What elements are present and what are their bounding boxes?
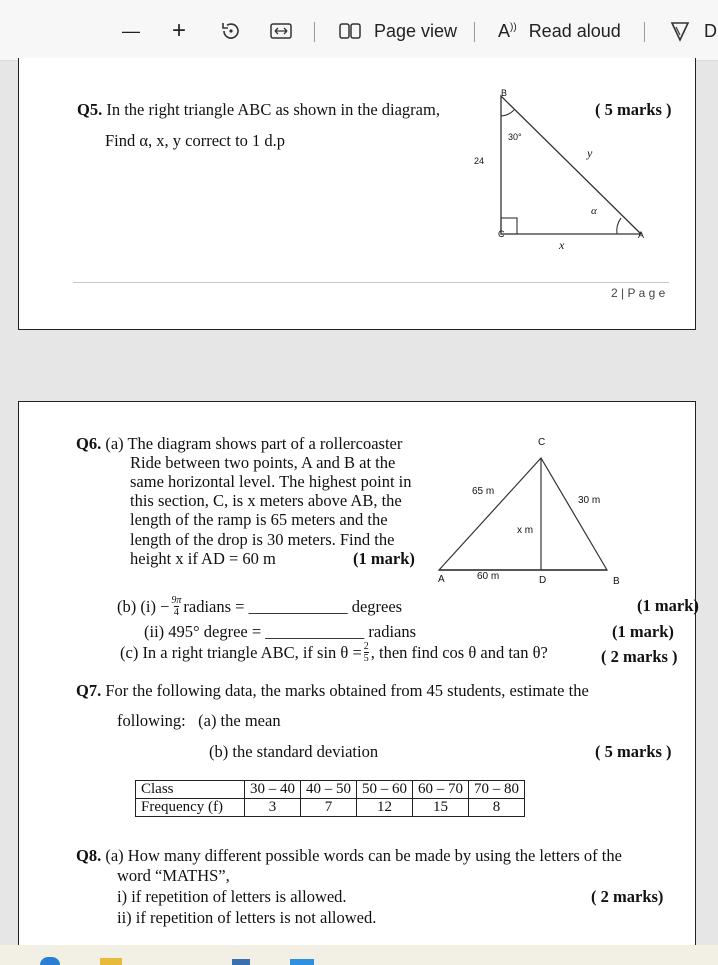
document-page-2 <box>18 58 696 330</box>
q6b-i: (b) (i) − $\frac{9\pi}{4}$ radians = ____________ degrees <box>117 595 403 618</box>
q5-line2: Find α, x, y correct to 1 d.p <box>105 131 286 150</box>
table-cell: 50 – 60 <box>357 781 413 799</box>
q5-marks: ( 5 marks ) <box>595 100 672 119</box>
q8-i: i) if repetition of letters is allowed. <box>117 887 347 906</box>
q7-line3: (b) the standard deviation <box>209 742 379 761</box>
table-cell: 60 – 70 <box>413 781 469 799</box>
point-d-label: D <box>539 575 547 586</box>
q6b-ii-marks: (1 mark) <box>612 622 674 641</box>
q6-line-3: same horizontal level. The highest point in <box>130 472 412 491</box>
side-ab-label: y <box>587 146 593 160</box>
taskbar <box>0 945 718 965</box>
page-view-button[interactable] <box>338 18 457 44</box>
table-cell: 15 <box>413 799 469 817</box>
draw-icon <box>670 20 690 42</box>
q6-line-6: length of the drop is 30 meters. Find the <box>130 530 395 549</box>
table-cell: 30 – 40 <box>245 781 301 799</box>
table-cell: Frequency (f) <box>136 799 245 817</box>
q6b-ii: (ii) 495° degree = ____________ radians <box>144 622 417 641</box>
read-aloud-button[interactable] <box>498 18 621 44</box>
side-bc-label: 24 <box>474 156 485 166</box>
reader-toolbar <box>0 0 718 61</box>
footer-divider <box>73 282 669 283</box>
angle-b-label: 30° <box>508 132 522 142</box>
draw-button[interactable] <box>670 18 717 44</box>
fit-width-icon <box>270 22 292 40</box>
side-ca-label: x <box>559 238 565 252</box>
q8-line2: word “MATHS”, <box>117 866 230 885</box>
fraction-9pi-4: $\frac{9\pi}{4}$ <box>171 595 182 618</box>
table-cell: 40 – 50 <box>301 781 357 799</box>
q6a-marks: (1 mark) <box>353 549 415 568</box>
start-icon[interactable] <box>40 957 60 965</box>
table-cell: 12 <box>357 799 413 817</box>
q6b-i-marks: (1 mark) <box>637 596 699 615</box>
table-cell: Class <box>136 781 245 799</box>
folder-icon[interactable] <box>100 958 122 965</box>
rotate-button[interactable] <box>220 18 242 44</box>
fit-width-button[interactable] <box>270 18 292 44</box>
document-page-3 <box>18 401 699 961</box>
table-cell: 8 <box>469 799 525 817</box>
vertex-c-label: C <box>538 437 546 448</box>
q8-line1: Q8. (a) How many different possible words can be made by using the letters of the <box>76 846 622 865</box>
q6c: (c) In a right triangle ABC, if sin θ = $\frac{2}{5}$ , then find cos θ and tan θ? <box>120 641 548 664</box>
ramp-length-label: 65 m <box>472 486 495 497</box>
rotate-icon <box>220 20 242 42</box>
q6-line-7: height x if AD = 60 m <box>130 549 276 568</box>
q6-line-1: Q6. (a) The diagram shows part of a rollercoaster <box>76 434 403 453</box>
table-cell: 7 <box>301 799 357 817</box>
q6-line-5: length of the ramp is 65 meters and the <box>130 510 388 529</box>
ad-length-label: 60 m <box>477 571 500 582</box>
app-icon[interactable] <box>290 959 314 965</box>
zoom-in-button[interactable] <box>172 18 186 44</box>
q6c-marks: ( 2 marks ) <box>601 647 678 666</box>
q8-i-marks: ( 2 marks) <box>591 887 664 906</box>
toolbar-divider <box>314 22 315 42</box>
read-aloud-label: Read aloud <box>528 20 621 41</box>
vertex-c-label: C <box>498 229 505 239</box>
vertex-a-label: A <box>638 230 645 240</box>
vertex-b-label: B <box>501 88 508 98</box>
table-cell: 3 <box>245 799 301 817</box>
plus-icon: + <box>172 17 187 44</box>
table-row <box>136 781 525 799</box>
read-aloud-icon: A)) <box>498 20 517 41</box>
fraction-2-5: $\frac{2}{5}$ <box>363 641 369 664</box>
table-cell: 70 – 80 <box>469 781 525 799</box>
app-icon[interactable] <box>232 959 250 965</box>
vertex-a-label: A <box>438 574 445 585</box>
drop-length-label: 30 m <box>578 495 601 506</box>
zoom-out-button[interactable] <box>122 18 140 44</box>
height-label: x m <box>517 525 534 536</box>
rollercoaster-diagram <box>431 442 621 582</box>
q8-ii: ii) if repetition of letters is not allowed. <box>117 908 377 927</box>
toolbar-divider <box>474 22 475 42</box>
q7-marks: ( 5 marks ) <box>595 742 672 761</box>
toolbar-divider <box>644 22 645 42</box>
truncated-label: D <box>704 20 717 41</box>
page-footer: 2 | P a g e <box>611 286 666 300</box>
frequency-table <box>135 780 525 817</box>
page-view-label: Page view <box>374 20 458 41</box>
table-row <box>136 799 525 817</box>
q5-line1: Q5. In the right triangle ABC as shown in the diagram, <box>77 100 440 119</box>
q6-line-4: this section, C, is x meters above AB, the <box>130 491 402 510</box>
angle-a-label: α <box>591 205 597 217</box>
q6-line-2: Ride between two points, A and B at the <box>130 453 396 472</box>
q7-line2: following: (a) the mean <box>117 711 281 730</box>
q7-line1: Q7. For the following data, the marks obtained from 45 students, estimate the <box>76 681 589 700</box>
page-view-icon <box>338 21 362 41</box>
minus-icon: — <box>122 20 140 41</box>
vertex-b-label: B <box>613 576 620 587</box>
